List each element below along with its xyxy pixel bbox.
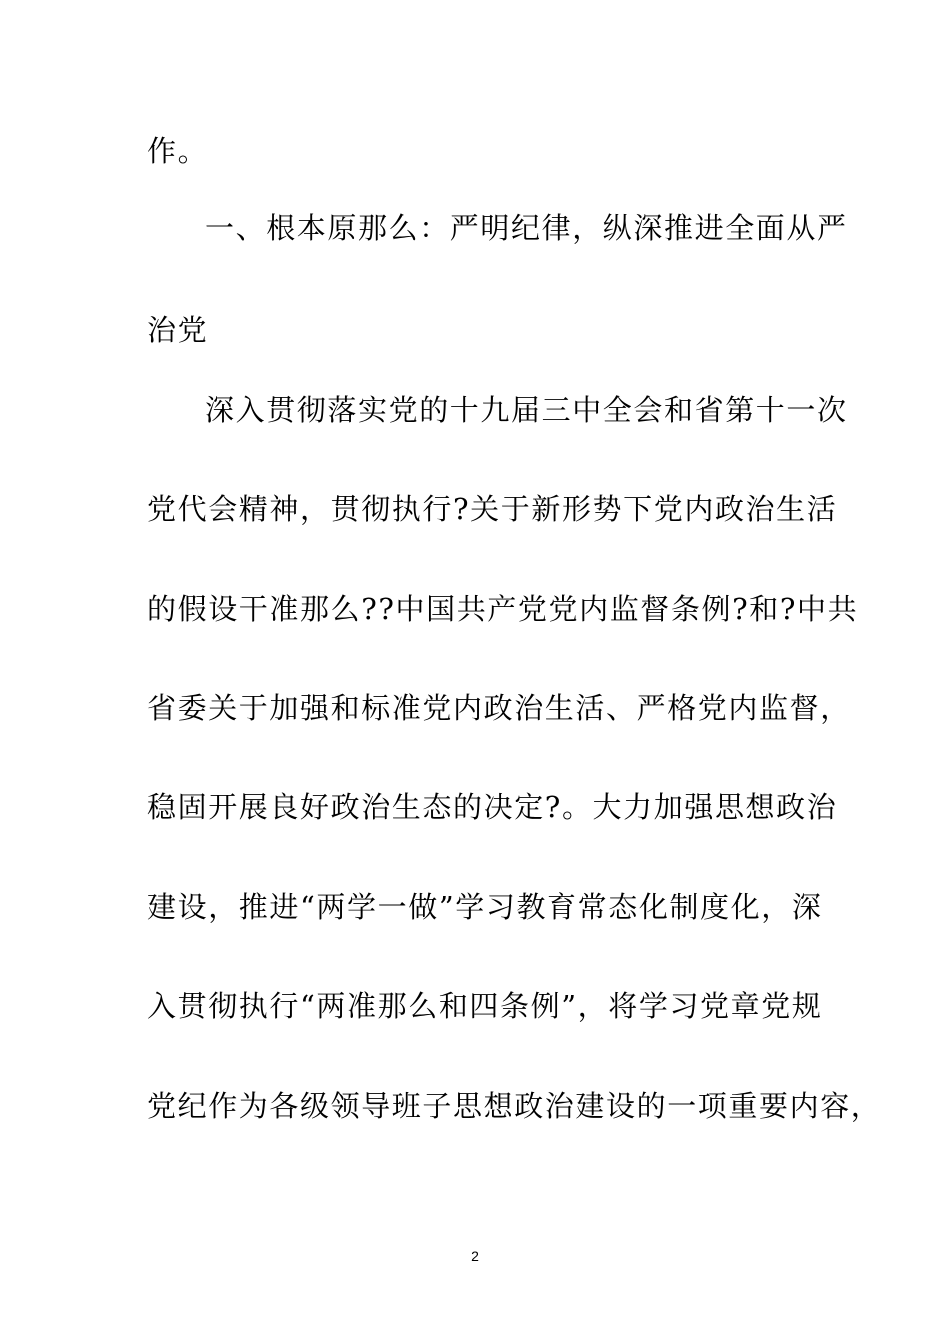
paragraph-line-5: 稳固开展良好政治生态的决定?。大力加强思想政治 <box>147 790 838 824</box>
paragraph-line-7: 入贯彻执行“两准那么和四条例”，将学习党章党规 <box>147 989 823 1023</box>
paragraph-line-2: 党代会精神，贯彻执行?关于新形势下党内政治生活 <box>147 492 838 526</box>
section-heading: 一、根本原那么：严明纪律，纵深推进全面从严 <box>205 211 848 245</box>
paragraph-line-8: 党纪作为各级领导班子思想政治建设的一项重要内容， <box>147 1089 882 1123</box>
paragraph-line-1: 深入贯彻落实党的十九届三中全会和省第十一次 <box>205 393 848 427</box>
section-heading-continued: 治党 <box>147 313 209 347</box>
page-number: 2 <box>471 1248 479 1264</box>
text-line-1: 作。 <box>147 134 209 168</box>
paragraph-line-3: 的假设干准那么??中国共产党党内监督条例?和?中共 <box>147 592 859 626</box>
paragraph-line-4: 省委关于加强和标准党内政治生活、严格党内监督， <box>147 691 851 725</box>
paragraph-line-6: 建设，推进“两学一做”学习教育常态化制度化，深 <box>147 890 823 924</box>
